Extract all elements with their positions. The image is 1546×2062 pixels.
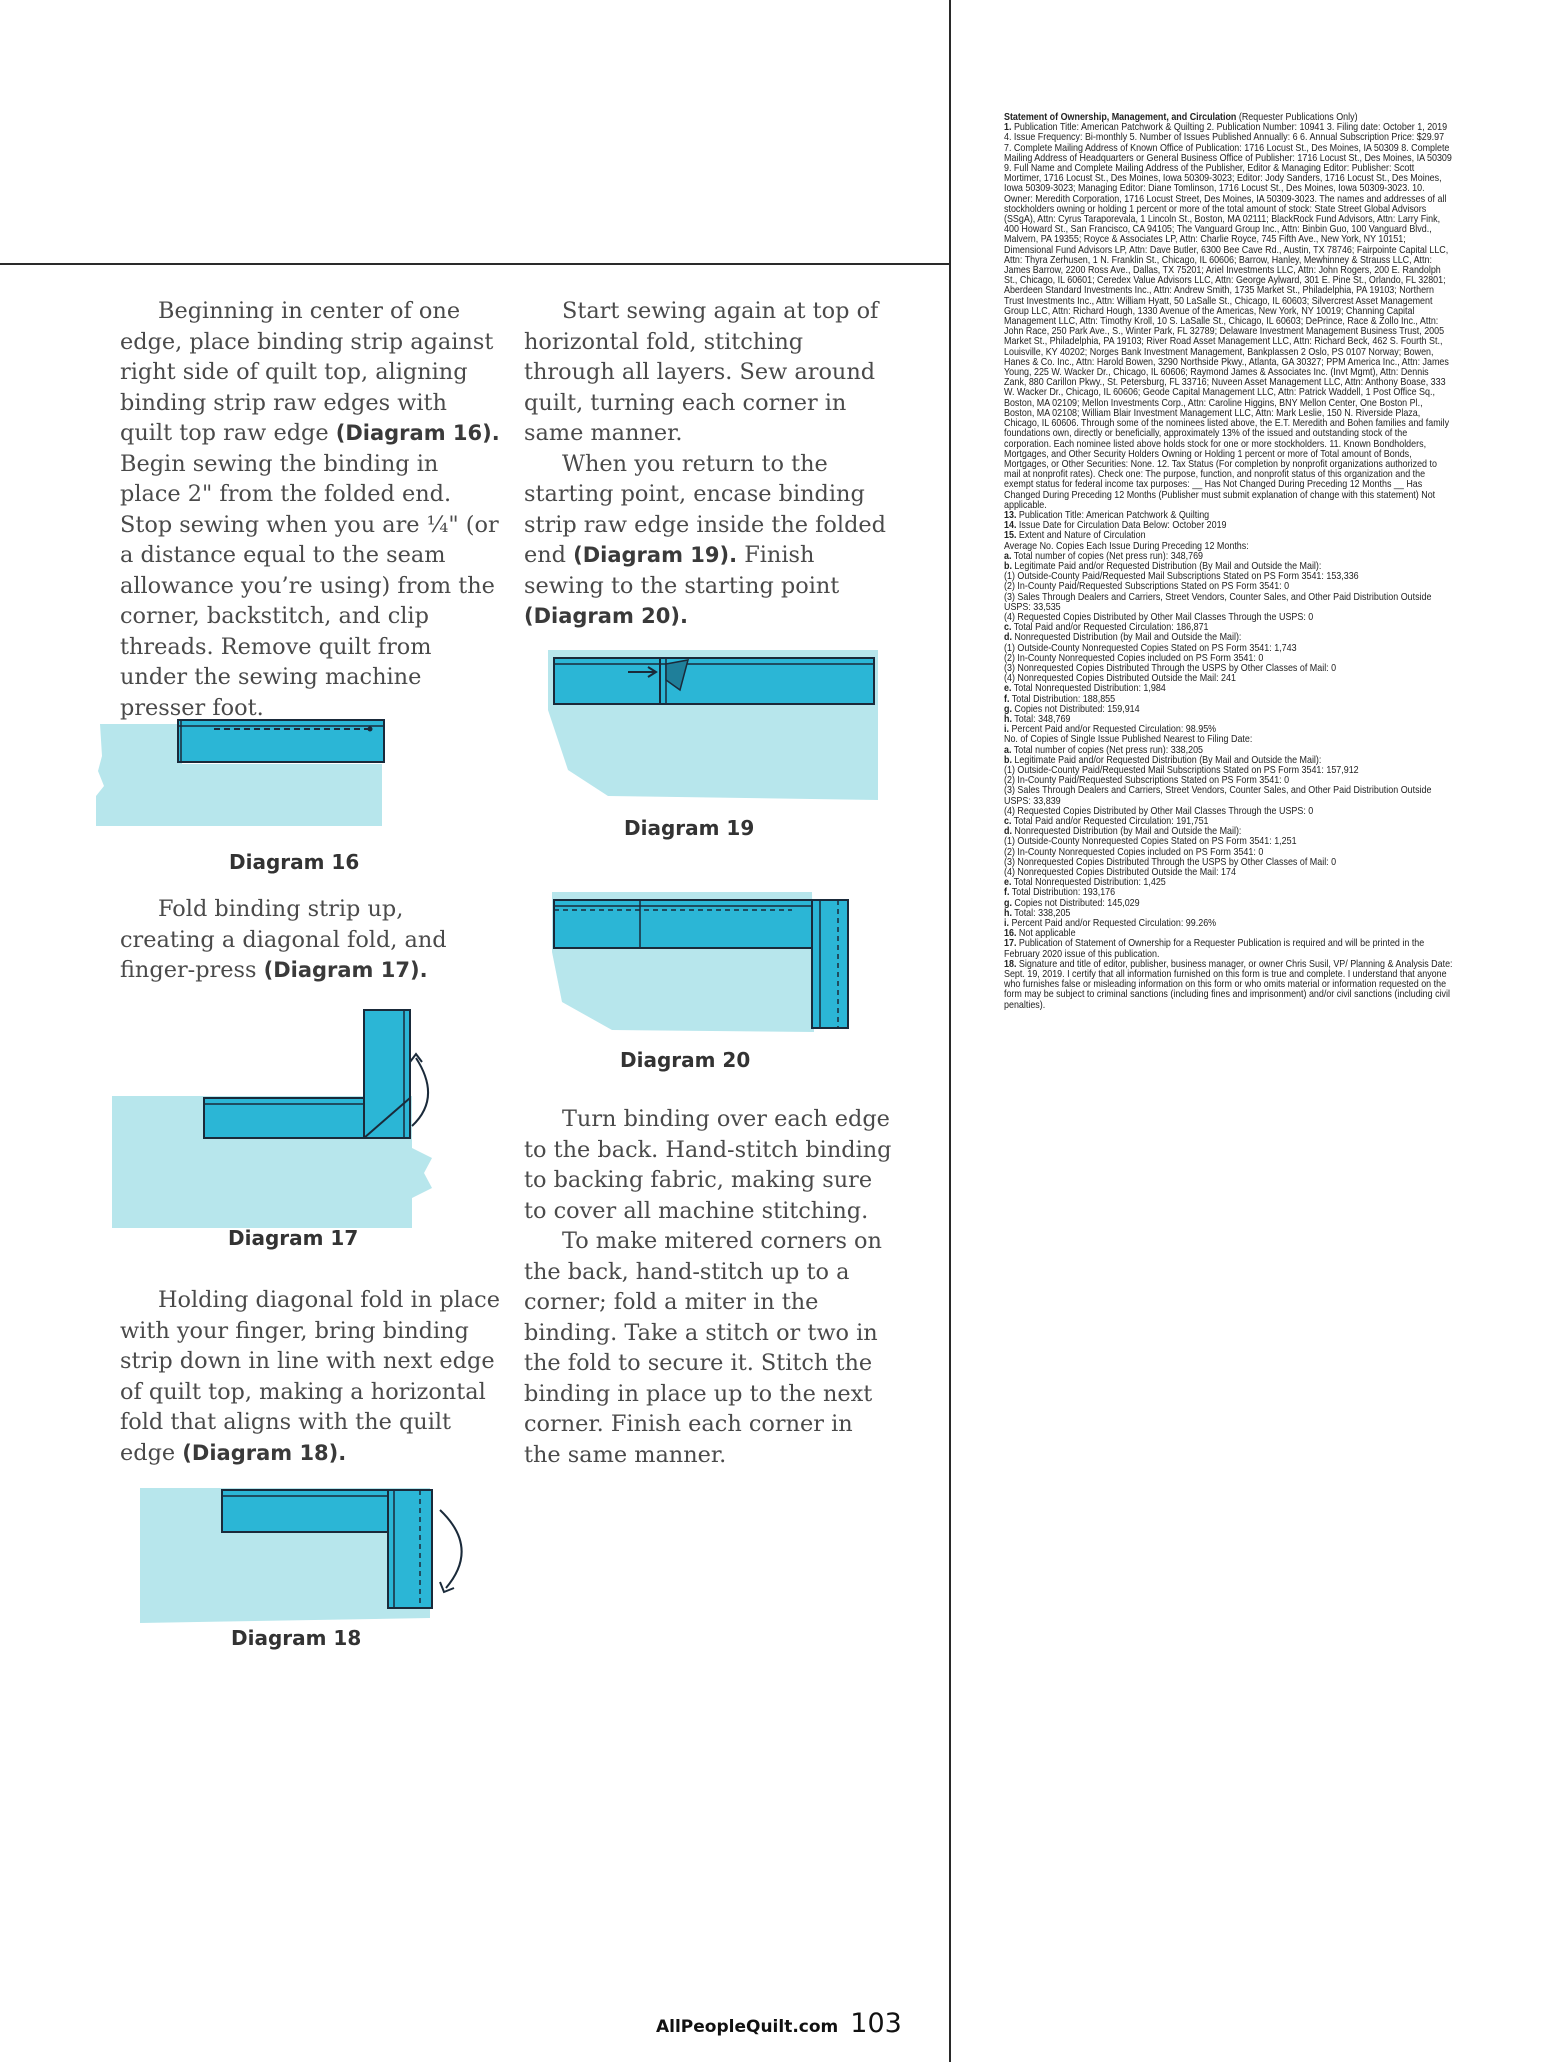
paragraph: Holding diagonal fold in place with your finger, bring binding strip down in line with next edge of quilt top, making a horizontal fold that aligns with the quilt edge (Diagram 18). <box>120 1287 500 1466</box>
statement-line <box>1004 593 1453 613</box>
statement-item-text: Total Paid and/or Requested Circulation: 191,751 <box>1011 816 1209 828</box>
statement-item-text: (4) Nonrequested Copies Distributed Outside the Mail: 174 <box>1004 867 1236 879</box>
diagram-reference: (Diagram 16). <box>335 421 500 445</box>
statement-item-number: g. <box>1004 897 1012 909</box>
statement-item-number: 15. <box>1004 530 1017 542</box>
paragraph: Beginning in center of one edge, place binding strip against right side of quilt top, aligning binding strip raw edges with quilt top raw edge (Diagram 16). Begin sewing the binding in place 2" from the folded end. Stop sewing when you are ¼" (or a distance equal to the seam allowance you’re using) from the corner, backstitch, and clip threads. Remove quilt from under the sewing machine presser foot. <box>120 298 500 721</box>
page-number: 103 <box>850 2008 902 2039</box>
statement-item-number: 1. <box>1004 122 1012 134</box>
statement-item-number: c. <box>1004 816 1012 828</box>
diagram-20-caption: Diagram 20 <box>620 1048 751 1072</box>
statement-item-number: h. <box>1004 907 1012 919</box>
column-divider-vertical <box>949 0 951 2062</box>
statement-item-text: Not applicable <box>1016 928 1076 940</box>
column-divider-horizontal <box>0 263 949 265</box>
statement-item-number: Statement of Ownership, Management, and Circulation <box>1004 112 1237 123</box>
instructions-column-1-part2 <box>120 894 500 986</box>
statement-item-text: Nonrequested Distribution (by Mail and Outside the Mail): <box>1011 632 1242 644</box>
statement-item-text: Total Paid and/or Requested Circulation: 186,871 <box>1011 622 1209 634</box>
statement-item-text: Total Distribution: 193,176 <box>1009 887 1116 899</box>
diagram-17-illustration <box>112 1008 432 1228</box>
diagram-18-caption: Diagram 18 <box>231 1626 362 1650</box>
statement-item-text: (4) Requested Copies Distributed by Other Mail Classes Through the USPS: 0 <box>1004 611 1314 623</box>
diagram-reference: (Diagram 20). <box>524 604 688 628</box>
statement-item-text: (1) Outside-County Paid/Requested Mail Subscriptions Stated on PS Form 3541: 157,912 <box>1004 765 1359 776</box>
statement-item-text: Extent and Nature of Circulation <box>1016 530 1146 542</box>
statement-item-number: h. <box>1004 713 1012 725</box>
statement-item-number: b. <box>1004 560 1012 572</box>
statement-item-text: Publication Title: American Patchwork & Quilting <box>1016 509 1210 521</box>
paragraph: Turn binding over each edge to the back. Hand-stitch binding to backing fabric, making sure to cover all machine stitching. <box>524 1106 892 1224</box>
statement-item-number: c. <box>1004 622 1012 634</box>
statement-item-number: 13. <box>1004 509 1017 521</box>
diagram-reference: (Diagram 18). <box>182 1440 347 1465</box>
statement-line <box>1004 899 1453 909</box>
statement-of-ownership <box>1004 113 1453 1011</box>
statement-item-text: (2) In-County Paid/Requested Subscriptions Stated on PS Form 3541: 0 <box>1004 581 1290 593</box>
diagram-16-illustration <box>96 716 406 826</box>
diagram-20-illustration <box>552 892 852 1032</box>
statement-item-number: a. <box>1004 550 1012 562</box>
statement-item-number: i. <box>1004 918 1009 930</box>
statement-item-number: a. <box>1004 744 1012 756</box>
statement-line <box>1004 960 1453 1011</box>
statement-line <box>1004 939 1453 959</box>
statement-item-text: (Requester Publications Only) <box>1236 112 1358 123</box>
page-footer <box>656 2008 902 2039</box>
paragraph: To make mitered corners on the back, hand-stitch up to a corner; fold a miter in the binding. Take a stitch or two in the fold to secure it. Stitch the binding in place up to the next corner. Finish each corner in the same manner. <box>524 1228 882 1468</box>
statement-item-number: f. <box>1004 887 1010 899</box>
paragraph: When you return to the starting point, encase binding strip raw edge inside the folded end (Diagram 19). Finish sewing to the starting point (Diagram 20). <box>524 450 886 628</box>
statement-item-number: e. <box>1004 683 1012 695</box>
statement-item-number: 16. <box>1004 928 1017 940</box>
statement-item-number: d. <box>1004 632 1012 644</box>
statement-item-text: (3) Nonrequested Copies Distributed Through the USPS by Other Classes of Mail: 0 <box>1004 856 1337 868</box>
statement-item-text: Total: 348,769 <box>1011 713 1071 725</box>
statement-item-text: (3) Sales Through Dealers and Carriers, Street Vendors, Counter Sales, and Other Paid Distribution Outside USPS: 33,535 <box>1004 591 1432 613</box>
statement-line <box>1004 705 1453 715</box>
diagram-reference: (Diagram 19). <box>573 543 738 567</box>
statement-item-text: (2) In-County Paid/Requested Subscriptions Stated on PS Form 3541: 0 <box>1004 775 1290 787</box>
statement-item-text: Total Nonrequested Distribution: 1,984 <box>1011 683 1166 695</box>
statement-item-text: (1) Outside-County Nonrequested Copies Stated on PS Form 3541: 1,743 <box>1004 642 1297 654</box>
statement-item-text: Total Distribution: 188,855 <box>1009 693 1116 705</box>
statement-item-text: Legitimate Paid and/or Requested Distribution (By Mail and Outside the Mail): <box>1011 560 1322 572</box>
statement-item-text: Signature and title of editor, publisher, business manager, or owner Chris Susil, VP/ Planning & Analysis Date: Sept. 19, 2019. I certify that all information furnished on this form is true and complete. I understand that anyone who furnishes false or misleading information on this form or who omits material or information requested on the form may be subject to criminal sanctions (including fines and imprisonment) and/or civil sanctions (including civil penalties). <box>1004 958 1453 1011</box>
statement-item-number: 14. <box>1004 520 1017 532</box>
diagram-16-caption: Diagram 16 <box>229 850 360 874</box>
statement-line <box>1004 123 1453 511</box>
statement-item-text: Total: 338,205 <box>1011 907 1071 919</box>
statement-item-text: (3) Sales Through Dealers and Carriers, Street Vendors, Counter Sales, and Other Paid Distribution Outside USPS: 33,839 <box>1004 785 1432 807</box>
statement-line <box>1004 786 1453 806</box>
statement-item-text: (2) In-County Nonrequested Copies included on PS Form 3541: 0 <box>1004 652 1264 664</box>
statement-item-text: (1) Outside-County Nonrequested Copies Stated on PS Form 3541: 1,251 <box>1004 836 1297 848</box>
statement-item-text: Legitimate Paid and/or Requested Distribution (By Mail and Outside the Mail): <box>1011 754 1322 766</box>
statement-item-text: Total number of copies (Net press run): 338,205 <box>1011 744 1204 756</box>
statement-item-text: (1) Outside-County Paid/Requested Mail Subscriptions Stated on PS Form 3541: 153,336 <box>1004 571 1359 583</box>
statement-item-text: Total number of copies (Net press run): 348,769 <box>1011 550 1204 562</box>
statement-item-number: d. <box>1004 826 1012 838</box>
statement-item-number: i. <box>1004 724 1009 736</box>
instructions-column-1 <box>120 296 500 723</box>
statement-item-text: Percent Paid and/or Requested Circulation: 98.95% <box>1008 724 1217 736</box>
statement-item-number: 17. <box>1004 938 1017 950</box>
diagram-17-caption: Diagram 17 <box>228 1226 359 1250</box>
diagram-18-illustration <box>140 1488 470 1623</box>
statement-item-text: Publication of Statement of Ownership for a Requester Publication is required and will be printed in the February 2020 issue of this publication. <box>1004 938 1425 960</box>
statement-item-text: Nonrequested Distribution (by Mail and Outside the Mail): <box>1011 826 1242 838</box>
statement-item-number: f. <box>1004 693 1010 705</box>
statement-item-number: b. <box>1004 754 1012 766</box>
statement-item-text: Copies not Distributed: 159,914 <box>1011 703 1140 715</box>
statement-item-text: Percent Paid and/or Requested Circulation: 99.26% <box>1008 918 1217 930</box>
statement-item-number: 18. <box>1004 958 1017 970</box>
diagram-reference: (Diagram 17). <box>263 958 428 982</box>
website-url: AllPeopleQuilt.com <box>656 2017 839 2037</box>
statement-item-text: Copies not Distributed: 145,029 <box>1011 897 1140 909</box>
statement-item-text: Total Nonrequested Distribution: 1,425 <box>1011 877 1166 889</box>
statement-item-number: e. <box>1004 877 1012 889</box>
instructions-column-1-part3 <box>120 1285 500 1468</box>
paragraph: Start sewing again at top of horizontal fold, stitching through all layers. Sew around quilt, turning each corner in same manner. <box>524 298 879 446</box>
statement-item-text: (4) Requested Copies Distributed by Other Mail Classes Through the USPS: 0 <box>1004 805 1314 817</box>
diagram-19-caption: Diagram 19 <box>624 816 755 840</box>
statement-item-text: (4) Nonrequested Copies Distributed Outside the Mail: 241 <box>1004 673 1236 685</box>
instructions-column-2-part2 <box>524 1104 894 1470</box>
statement-item-text: Publication Title: American Patchwork & Quilting 2. Publication Number: 10941 3. Filing date: October 1, 2019 4. Issue Frequency: Bi-monthly 5. Number of Issues Published Annually: 6 6. Annual Subscription Price: $29.97 7. Complete Mailing Address of Known Office of Publication: 1716 Locust St., Des Moines, IA 50309 8. Complete Mailing Address of Headquarters or General Business Office of Publisher: 1716 Locust St., Des Moines, IA 50309 9. Full Name and Complete Mailing Address of the Publisher, Editor & Managing Editor: Publisher: Scott Mortimer, 1716 Locust St., Des Moines, Iowa 50309-3023; Editor: Jody Sanders, 1716 Locust St., Des Moines, Iowa 50309-3023; Managing Editor: Diane Tomlinson, 1716 Locust St., Des Moines, Iowa 50309-3023. 10. Owner: Meredith Corporation, 1716 Locust Street, Des Moines, IA 50309-3023. The names and addresses of all stockholders owning or holding 1 percent or more of the total amount of stock: State Street Global Advisors (SSgA), Attn: Cyrus Taraporevala, 1 Lincoln St., Boston, MA 02111; BlackRock Fund Advisors, Attn: Larry Fink, 400 Howard St., San Francisco, CA 94105; The Vanguard Group Inc., Attn: Binbin Guo, 100 Vanguard Blvd., Malvern, PA 19355; Royce & Associates LP, Attn: Charlie Royce, 745 Fifth Ave., New York, NY 10151; Dimensional Fund Advisors LP, Attn: Dave Butler, 6300 Bee Cave Rd., Austin, TX 78746; Fairpointe Capital LLC, Attn: Thyra Zerhusen, 1 N. Franklin St., Chicago, IL 60606; Barrow, Hanley, Mewhinney & Strauss LLC, Attn: James Barrow, 2200 Ross Ave., Dallas, TX 75201; Ariel Investments LLC, Attn: John Rogers, 200 E. Randolph St., Chicago, IL 60601; Ceredex Value Advisors LLC, Attn: George Aylward, 301 E. Pine St., Orlando, FL 32801; Aberdeen Standard Investments Inc., Attn: Andrew Smith, 1735 Market St., Philadelphia, PA 19103; Northern Trust Investments Inc., Attn: William Hyatt, 50 LaSalle St., Chicago, IL 60603; Silvercrest Asset Management Group LLC, Attn: Richard Hough, 1330 Avenue of the Americas, New York, NY 10019; Channing Capital Management LLC, Attn: Timothy Kroll, 10 S. LaSalle St., Chicago, IL 60603; DePrince, Race & Zollo Inc., Attn: John Race, 250 Park Ave., S., Winter Park, FL 32789; Delaware Investment Management Business Trust, 2005 Market St., Philadelphia, PA 19103; River Road Asset Management LLC, Attn: Richard Beck, 462 S. Fourth St., Louisville, KY 40202; Norges Bank Investment Management, Bankplassen 2 Oslo, PS 0107 Norway; Bowen, Hanes & Co. Inc., Attn: Harold Bowen, 3290 Northside Pkwy., Atlanta, GA 30327; PPM America Inc., Attn: James Young, 225 W. Wacker Dr., Chicago, IL 60606; Raymond James & Associates Inc. (Invt Mgmt), Attn: Dennis Zank, 880 Carillon Pkwy., St. Petersburg, FL 33716; Nuveen Asset Management LLC, Attn: Anthony Boase, 333 W. Wacker Dr., Chicago, IL 60606; Geode Capital Management LLC, Attn: Patrick Waddell, 1 Post Office Sq., Boston, MA 02109; Mellon Investments Corp., Attn: Caroline Higgins, BNY Mellon Center, One Boston Pl., Boston, MA 02108; William Blair Investment Management LLC, Attn: Mark Leslie, 150 N. Riverside Plaza, Chicago, IL 60606. Through some of the nominees listed above, the E.T. Meredith and Bohen families and family foundations own, directly or beneficially, approximately 13% of the issued and outstanding stock of the corporation. Each nominee listed above holds stock for one or more stockholders. 11. Known Bondholders, Mortgages, and Other Security Holders Owning or Holding 1 percent or more of Total amount of Bonds, Mortgages, or Other Securities: None. 12. Tax Status (For completion by nonprofit organizations authorized to mail at nonprofit rates). Check one: The purpose, function, and nonprofit status of this organization and the exempt status for federal income tax purposes: __ Has Not Changed During Preceding 12 Months __ Has Changed During Preceding 12 Months (Publisher must submit explanation of change with this statement) Not applicable. <box>1004 122 1452 511</box>
diagram-19-illustration <box>548 650 878 800</box>
statement-item-text: (3) Nonrequested Copies Distributed Through the USPS by Other Classes of Mail: 0 <box>1004 662 1337 674</box>
instructions-column-2 <box>524 296 894 632</box>
paragraph: Fold binding strip up, creating a diagonal fold, and finger-press (Diagram 17). <box>120 896 447 983</box>
statement-item-text: No. of Copies of Single Issue Published Nearest to Filing Date: <box>1004 734 1253 746</box>
statement-item-text: Issue Date for Circulation Data Below: October 2019 <box>1016 520 1227 532</box>
statement-item-text: Average No. Copies Each Issue During Preceding 12 Months: <box>1004 540 1249 552</box>
statement-item-text: (2) In-County Nonrequested Copies included on PS Form 3541: 0 <box>1004 846 1264 858</box>
statement-item-number: g. <box>1004 703 1012 715</box>
